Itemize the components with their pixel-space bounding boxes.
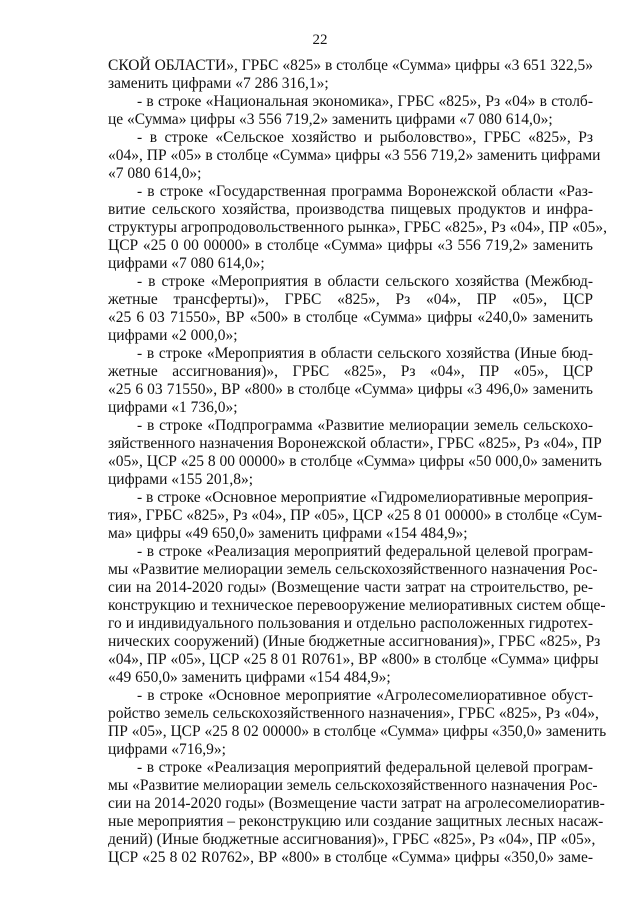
text-line: - в строке «Сельское хозяйство и рыболовство», ГРБС «825», Рз <box>137 129 593 146</box>
text-line: - в строке «Национальная экономика», ГРБС «825», Рз «04» в столб- <box>137 93 593 110</box>
text-line: цифрами «1 736,0»; <box>108 399 238 416</box>
text-line: зяйственного назначения Воронежской области», ГРБС «825», Рз «04», ПР <box>108 435 602 452</box>
text-line: нических сооружений) (Иные бюджетные ассигнования)», ГРБС «825», Рз <box>108 633 601 650</box>
text-line: «25 6 03 71550», ВР «800» в столбце «Сумма» цифры «3 496,0» заменить <box>108 381 593 398</box>
text-line: цифрами «155 201,8»; <box>108 471 254 488</box>
text-line: «25 6 03 71550», ВР «500» в столбце «Сумма» цифры «240,0» заменить <box>108 309 593 326</box>
text-line: витие сельского хозяйства, производства пищевых продуктов и инфра- <box>108 201 593 218</box>
text-line: мы «Развитие мелиорации земель сельскохозяйственного назначения Рос- <box>108 561 598 578</box>
text-line: жетные ассигнования)», ГРБС «825», Рз «04», ПР «05», ЦСР <box>108 363 593 380</box>
text-line: СКОЙ ОБЛАСТИ», ГРБС «825» в столбце «Сумма» цифры «3 651 322,5» <box>108 57 593 74</box>
text-line: ПР «05», ЦСР «25 8 02 00000» в столбце «Сумма» цифры «350,0» заменить <box>108 723 607 740</box>
text-line: - в строке «Мероприятия в области сельского хозяйства (Межбюд- <box>137 273 593 290</box>
text-line: - в строке «Основное мероприятие «Гидромелиоративные мероприя- <box>137 489 594 506</box>
text-line: дений) (Иные бюджетные ассигнования)», ГРБС «825», Рз «04», ПР «05», <box>108 831 596 848</box>
text-line: - в строке «Подпрограмма «Развитие мелиорации земель сельскохо- <box>137 417 593 434</box>
text-line: цифрами «2 000,0»; <box>108 327 238 344</box>
text-line: ройство земель сельскохозяйственного назначения», ГРБС «825», Рз «04», <box>108 705 599 722</box>
text-line: «05», ЦСР «25 8 00 00000» в столбце «Сумма» цифры «50 000,0» заменить <box>108 453 602 470</box>
text-line: ЦСР «25 8 02 R0762», ВР «800» в столбце «Сумма» цифры «350,0» заме- <box>108 849 593 866</box>
text-line: тия», ГРБС «825», Рз «04», ПР «05», ЦСР «25 8 01 00000» в столбце «Сум- <box>108 507 603 524</box>
text-line: жетные трансферты)», ГРБС «825», Рз «04», ПР «05», ЦСР <box>108 291 593 308</box>
text-line: - в строке «Мероприятия в области сельского хозяйства (Иные бюд- <box>137 345 593 362</box>
text-line: мы «Развитие мелиорации земель сельскохозяйственного назначения Рос- <box>108 777 598 794</box>
text-line: цифрами «7 080 614,0»; <box>108 255 265 272</box>
text-line: го и индивидуального пользования и отдельно расположенных гидротех- <box>108 615 593 632</box>
page-number: 22 <box>312 32 328 48</box>
text-line: - в строке «Основное мероприятие «Агролесомелиоративное обуст- <box>137 687 593 704</box>
text-line: ЦСР «25 0 00 00000» в столбце «Сумма» цифры «3 556 719,2» заменить <box>108 237 593 254</box>
text-line: - в строке «Реализация мероприятий федеральной целевой програм- <box>137 543 593 560</box>
text-line: ма» цифры «49 650,0» заменить цифрами «154 484,9»; <box>108 525 468 542</box>
text-line: «49 650,0» заменить цифрами «154 484,9»; <box>108 669 391 686</box>
text-line: конструкцию и техническое перевооружение мелиоративных систем обще- <box>108 597 606 614</box>
text-line: ные мероприятия – реконструкцию или создание защитных лесных насаж- <box>108 813 604 830</box>
text-line: цифрами «716,9»; <box>108 741 226 758</box>
text-line: «7 080 614,0»; <box>108 165 202 182</box>
text-line: структуры агропродовольственного рынка», ГРБС «825», Рз «04», ПР «05», <box>108 219 607 236</box>
text-line: сии на 2014-2020 годы» (Возмещение части затрат на строительство, ре- <box>108 579 593 596</box>
text-line: це «Сумма» цифры «3 556 719,2» заменить цифрами «7 080 614,0»; <box>108 111 553 128</box>
text-line: - в строке «Реализация мероприятий федеральной целевой програм- <box>137 759 593 776</box>
text-line: «04», ПР «05», ЦСР «25 8 01 R0761», ВР «800» в столбце «Сумма» цифры <box>108 651 599 668</box>
text-line: заменить цифрами «7 286 316,1»; <box>108 75 329 92</box>
text-line: сии на 2014-2020 годы» (Возмещение части затрат на агролесомелиоратив- <box>108 795 605 812</box>
text-line: «04», ПР «05» в столбце «Сумма» цифры «3 556 719,2» заменить цифрами <box>108 147 601 164</box>
text-line: - в строке «Государственная программа Воронежской области «Раз- <box>137 183 593 200</box>
